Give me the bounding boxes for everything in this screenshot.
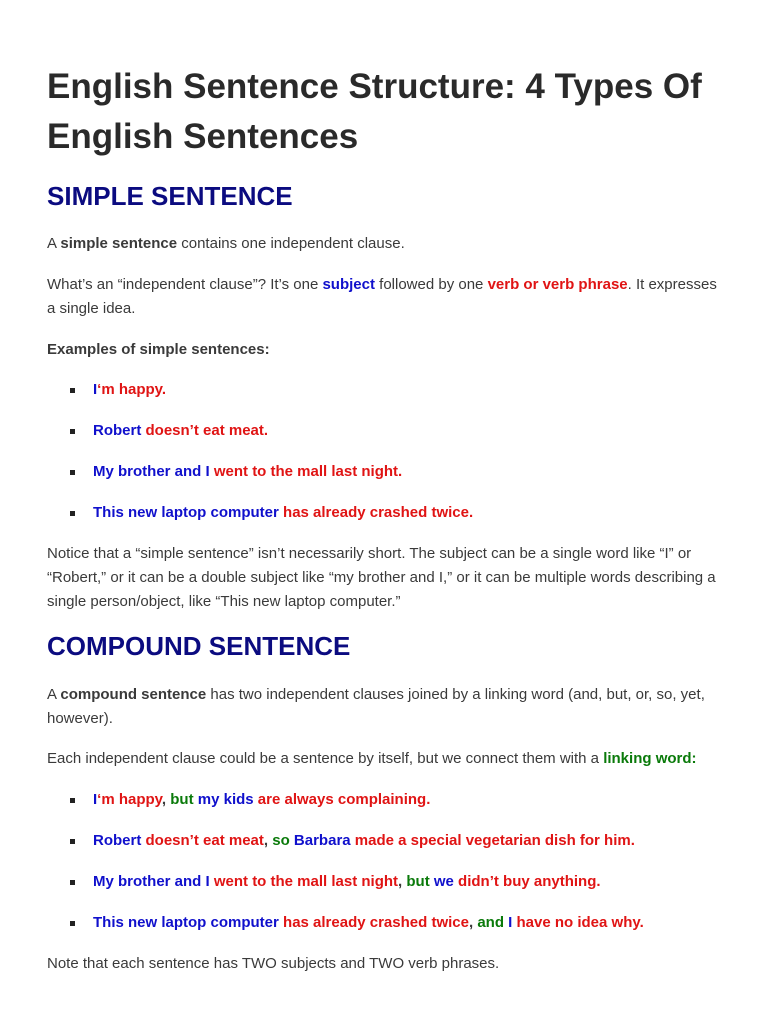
bullet-icon [70, 839, 75, 844]
bullet-icon [70, 921, 75, 926]
bullet-icon [70, 470, 75, 475]
page-title: English Sentence Structure: 4 Types Of English Sentences [47, 67, 702, 156]
linking-word-explanation: Each independent clause could be a sentence by itself, but we connect them with a linking word: [47, 750, 697, 767]
examples-label: Examples of simple sentences: [47, 341, 270, 358]
bullet-icon [70, 511, 75, 516]
simple-sentence-heading: SIMPLE SENTENCE [47, 181, 293, 211]
bullet-icon [70, 880, 75, 885]
bullet-icon [70, 388, 75, 393]
compound-note: Note that each sentence has TWO subjects and TWO verb phrases. [47, 955, 500, 972]
bullet-icon [70, 798, 75, 803]
bullet-icon [70, 429, 75, 434]
independent-clause-explanation: What’s an “independent clause”? It’s one subject followed by one verb or verb phrase. It expresses a single idea. [47, 276, 717, 317]
compound-sentence-heading: COMPOUND SENTENCE [47, 631, 351, 661]
simple-notice: Notice that a “simple sentence” isn’t necessarily short. The subject can be a single word like “I” or “Robert,” or it can be a double subject like “my brother and I,” or it can be multiple words describing a single person/object, like “This new laptop computer.” [47, 545, 716, 610]
simple-definition: A simple sentence contains one independent clause. [47, 235, 405, 252]
compound-definition: A compound sentence has two independent clauses joined by a linking word (and, but, or, so, yet, however). [47, 686, 705, 727]
